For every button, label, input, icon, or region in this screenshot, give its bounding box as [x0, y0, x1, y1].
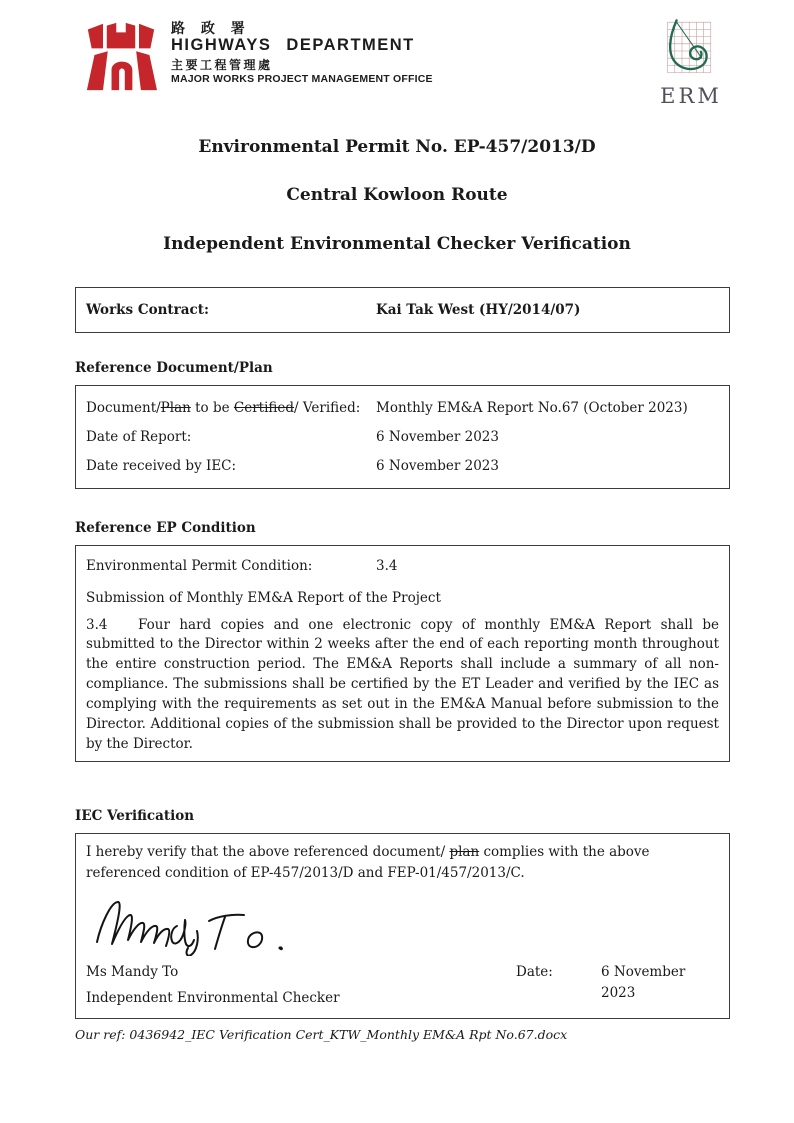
reference-document-box	[75, 385, 730, 489]
ep-condition-label: Environmental Permit Condition:	[86, 558, 313, 574]
erm-wordmark: ERM	[660, 84, 722, 108]
iec-verification-box	[75, 833, 730, 1018]
date-of-report-label: Date of Report:	[86, 429, 192, 445]
reference-ep-condition-box	[75, 545, 730, 762]
date-label: Date:	[516, 964, 553, 981]
reference-ep-condition-heading: Reference EP Condition	[75, 520, 256, 536]
date-received-label: Date received by IEC:	[86, 458, 237, 475]
signature-handwriting-icon	[92, 941, 307, 960]
our-ref-line: Our ref: 0436942_IEC Verification Cert_KTW_Monthly EM&A Rpt No.67.docx	[75, 1026, 568, 1042]
department-name-zh: 路 政 署	[171, 20, 251, 36]
permit-number-title: Environmental Permit No. EP-457/2013/D	[198, 137, 596, 157]
department-name-en: HIGHWAYS DEPARTMENT	[171, 36, 415, 55]
date-of-report-row	[86, 423, 719, 452]
ep-condition-subject: Submission of Monthly EM&A Report of the Project	[86, 590, 441, 607]
works-contract-value: Kai Tak West (HY/2014/07)	[376, 302, 581, 318]
page-header	[85, 20, 734, 107]
office-name-en: MAJOR WORKS PROJECT MANAGEMENT OFFICE	[171, 73, 433, 86]
signer-title: Independent Environmental Checker	[86, 989, 340, 1006]
ep-condition-value: 3.4	[376, 558, 398, 574]
ep-condition-row	[86, 553, 719, 579]
struck-word-certified: Certified	[233, 399, 295, 416]
signature-area	[92, 894, 719, 956]
office-name-zh: 主要工程管理處	[171, 57, 273, 72]
signer-name: Ms Mandy To	[86, 964, 179, 981]
document-body	[75, 287, 730, 1019]
highways-department-block	[85, 20, 433, 96]
department-name-block	[171, 20, 433, 86]
date-received-row	[86, 452, 719, 481]
reference-document-heading: Reference Document/Plan	[75, 360, 273, 377]
project-title: Central Kowloon Route	[286, 185, 508, 205]
iec-verification-heading: IEC Verification	[75, 808, 195, 825]
date-value: 6 November 2023	[601, 964, 686, 1001]
clause-number: 3.4	[86, 616, 108, 633]
document-title: Independent Environmental Checker Verification	[163, 234, 631, 254]
document-verified-label: Document/Plan to be Certified/ Verified:	[86, 399, 361, 416]
document-verified-value: Monthly EM&A Report No.67 (October 2023)	[376, 399, 688, 416]
erm-logo-block	[648, 18, 734, 107]
document-verified-row	[86, 393, 719, 422]
struck-word-plan-2: plan	[449, 844, 480, 861]
works-contract-row	[86, 297, 719, 323]
date-of-report-value: 6 November 2023	[376, 429, 499, 445]
iec-verification-statement: I hereby verify that the above referenced document/ plan complies with the above referenced condition of EP-457/2013/D and FEP-01/457/2013/C.	[86, 844, 650, 882]
ep-condition-clause	[86, 616, 719, 755]
works-contract-label: Works Contract:	[86, 302, 209, 318]
works-contract-box	[75, 287, 730, 333]
date-received-value: 6 November 2023	[376, 458, 499, 475]
clause-text: Four hard copies and one electronic copy of monthly EM&A Report shall be submitted to the Director within 2 weeks after the end of each reporting month throughout the entire construction period. The EM&A Reports shall include a summary of all non-compliance. The submissions shall be certified by the ET Leader and verified by the IEC as complying with the requirements as set out in the EM&A Manual before submission to the Director. Additional copies of the submission shall be provided to the Director upon request by the Director.	[86, 616, 719, 752]
highways-department-logo-icon	[85, 20, 157, 96]
struck-word-plan: Plan	[160, 399, 191, 416]
